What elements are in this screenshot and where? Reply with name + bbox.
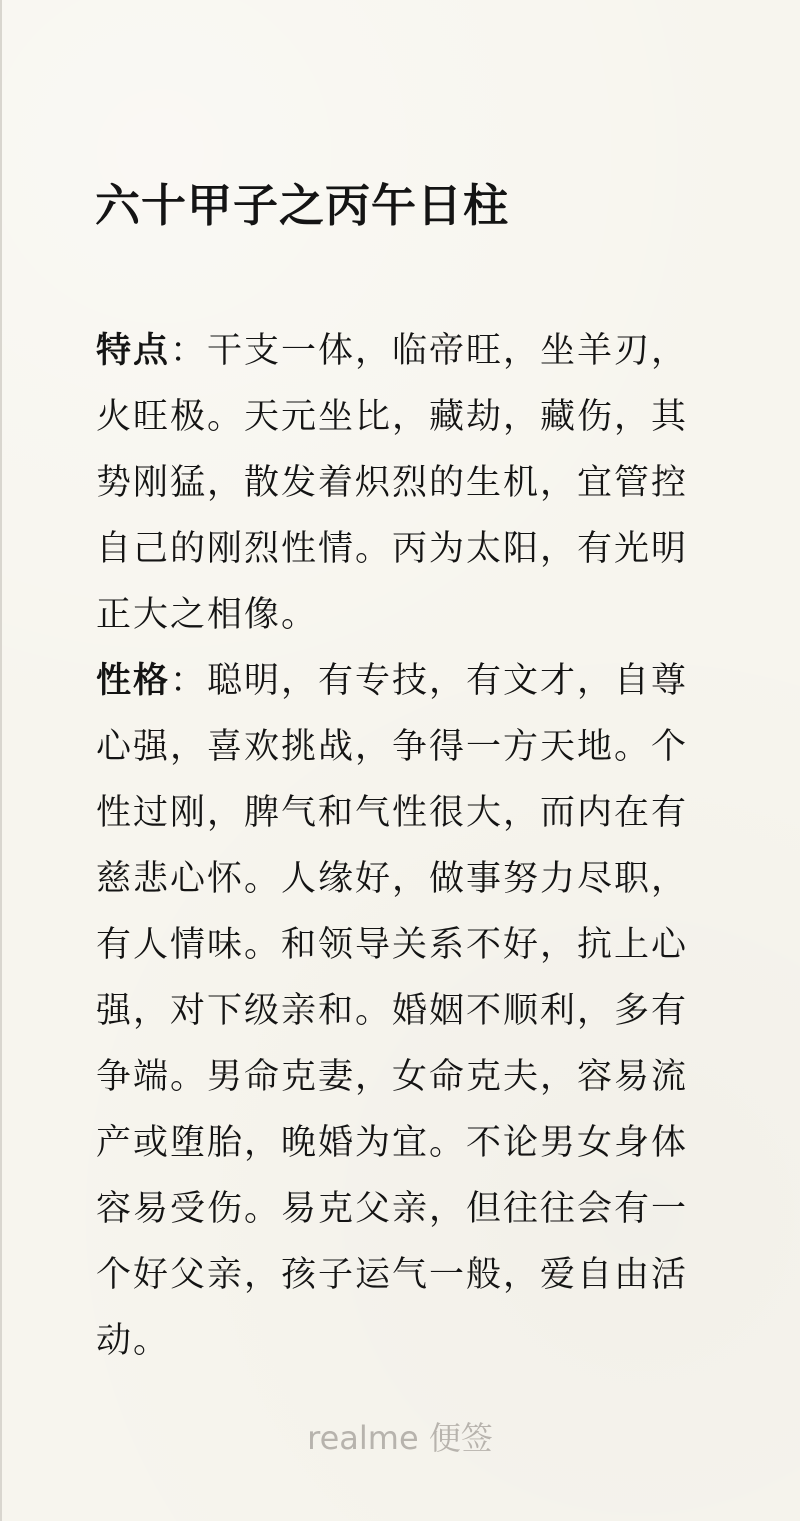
note-content: [96, 318, 706, 1374]
label-separator: ：: [170, 331, 208, 371]
note-title: 六十甲子之丙午日柱: [95, 179, 510, 232]
paragraph-text: 聪明，有专技，有文才，自尊心强，喜欢挑战，争得一方天地。个性过刚，脾气和气性很大，而内在有慈悲心怀。人缘好，做事努力尽职，有人情味。和领导关系不好，抗上心强，对下级亲和。婚姻不顺利，多有争端。男命克妻，女命克夫，容易流产或堕胎，晚婚为宜。不论男女身体容易受伤。易克父亲，但往往会有一个好父亲，孩子运气一般，爱自由活动。: [96, 661, 689, 1361]
paragraph-personality: [96, 648, 706, 1374]
label-characteristics: 特点: [96, 331, 171, 371]
label-personality: 性格: [96, 661, 171, 701]
paragraph-text: 干支一体，临帝旺，坐羊刃，火旺极。天元坐比，藏劫，藏伤，其势刚猛，散发着炽烈的生机，宜管控自己的刚烈性情。丙为太阳，有光明正大之相像。: [96, 331, 689, 635]
label-separator: ：: [170, 661, 208, 701]
footer-watermark: realme 便签: [307, 1419, 493, 1457]
left-edge-divider: [0, 0, 2, 1521]
paragraph-characteristics: [96, 318, 706, 648]
